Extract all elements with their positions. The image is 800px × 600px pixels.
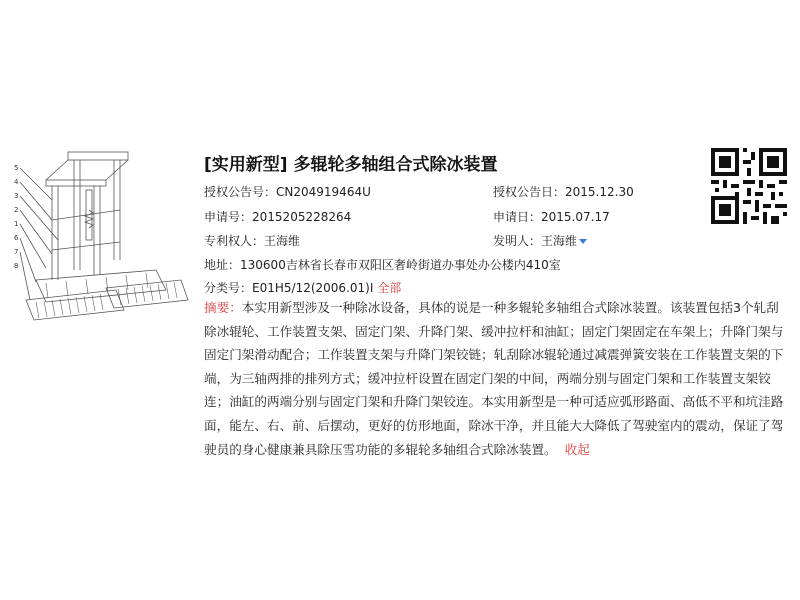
classification	[204, 279, 401, 296]
patentee-label: 专利权人：	[204, 234, 265, 248]
callout-label: 6	[14, 234, 19, 242]
address	[204, 256, 561, 273]
qr-code-icon	[711, 148, 787, 224]
deicer-drawing-image	[6, 150, 194, 340]
callout-label: 2	[14, 206, 19, 214]
inventor-label: 发明人：	[493, 234, 542, 248]
grant-pub-date-value: 2015.12.30	[565, 185, 634, 199]
app-no-label: 申请号：	[204, 210, 253, 224]
callout-label: 4	[14, 178, 19, 186]
callout-label: 8	[14, 262, 19, 270]
qr-code	[711, 148, 787, 224]
address-label: 地址：	[204, 258, 241, 272]
grant-pub-date-label: 授权公告日：	[493, 185, 566, 199]
inventor-value[interactable]: 王海维	[541, 234, 578, 248]
patent-name: 多辊轮多轴组合式除冰装置	[293, 155, 498, 175]
callout-label: 3	[14, 192, 19, 200]
dropdown-arrow-icon[interactable]	[579, 239, 587, 244]
abstract	[204, 296, 786, 461]
address-value: 130600吉林省长春市双阳区奢岭街道办事处办公楼内410室	[240, 258, 561, 272]
patentee	[204, 232, 300, 249]
classification-value: E01H5/12(2006.01)I	[252, 281, 374, 295]
grant-pub-no	[204, 183, 371, 200]
classification-all-link[interactable]: 全部	[377, 281, 402, 295]
app-date	[493, 208, 610, 225]
abstract-text: 本实用新型涉及一种除冰设备，具体的说是一种多辊轮多轴组合式除冰装置。该装置包括3个轧刮除冰辊轮、工作装置支架、固定门架、升降门架、缓冲拉杆和油缸；固定门架固定在车架上；升降门架与固定门架滑动配合；工作装置支架与升降门架铰链；轧刮除冰辊轮通过减震弹簧安装在工作装置支架的下端，为三轴两排的排列方式；缓冲拉杆设置在固定门架的中间，两端分别与固定门架和工作装置支架铰连；油缸的两端分别与固定门架和升降门架铰连。本实用新型是一种可适应弧形路面、高低不平和坑洼路面，能左、右、前、后摆动，更好的仿形地面，除冰干净，并且能大大降低了驾驶室内的震动，保证了驾驶员的身心健康兼具除压雪功能的多辊轮多轴组合式除冰装置。	[204, 300, 784, 457]
callout-label: 7	[14, 248, 19, 256]
patent-type: [实用新型]	[204, 155, 288, 175]
patent-title	[204, 150, 497, 175]
collapse-link[interactable]: 收起	[564, 441, 590, 457]
app-no-value: 2015205228264	[252, 210, 352, 224]
abstract-label: 摘要：	[204, 300, 242, 315]
grant-pub-no-value: CN204919464U	[276, 185, 371, 199]
callout-label: 1	[14, 220, 19, 228]
callout-label: 5	[14, 164, 19, 172]
classification-label: 分类号：	[204, 281, 253, 295]
patent-drawing	[6, 150, 194, 340]
inventor	[493, 232, 587, 249]
grant-pub-date	[493, 183, 634, 200]
grant-pub-no-label: 授权公告号：	[204, 185, 277, 199]
app-date-value: 2015.07.17	[541, 210, 610, 224]
patentee-value[interactable]: 王海维	[264, 234, 301, 248]
app-no	[204, 208, 351, 225]
app-date-label: 申请日：	[493, 210, 542, 224]
